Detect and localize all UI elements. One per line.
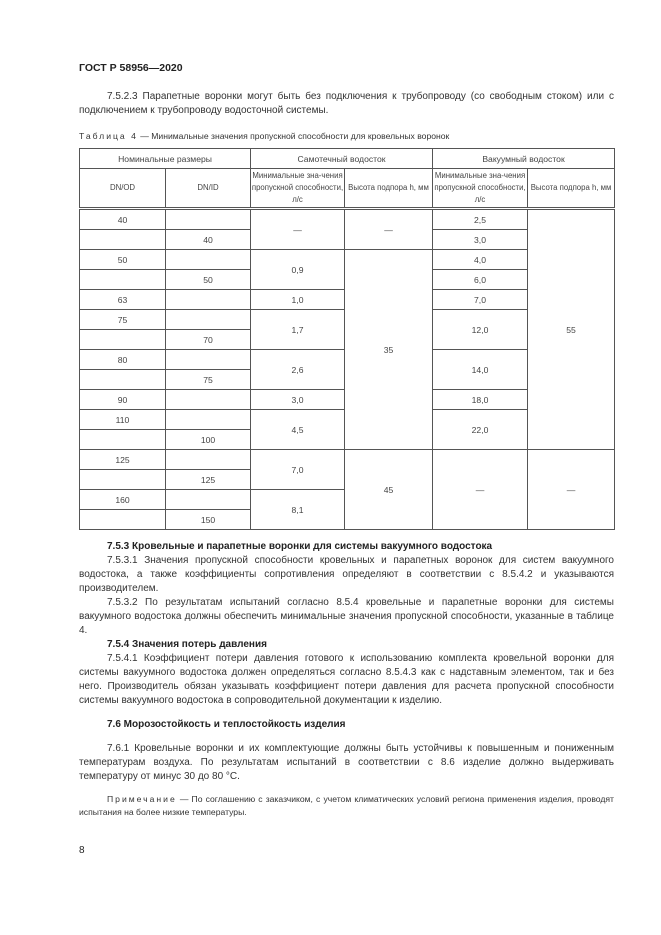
dn-id-cell bbox=[166, 450, 251, 470]
dn-od-cell: 63 bbox=[80, 290, 166, 310]
heading-76: 7.6 Морозостойкость и теплостойкость изделия bbox=[107, 719, 346, 730]
vacuum-flow-cell: 7,0 bbox=[433, 290, 528, 310]
col-header: Минимальные зна-чения пропускной способности, л/с bbox=[251, 169, 345, 209]
gravity-flow-cell: 2,6 bbox=[251, 350, 345, 390]
section-7523 bbox=[79, 90, 614, 118]
page-number: 8 bbox=[79, 845, 85, 856]
gravity-flow-cell: 7,0 bbox=[251, 450, 345, 490]
dn-od-cell bbox=[80, 470, 166, 490]
dn-od-cell bbox=[80, 370, 166, 390]
vacuum-flow-cell: 6,0 bbox=[433, 270, 528, 290]
dn-id-cell bbox=[166, 290, 251, 310]
dn-od-cell: 50 bbox=[80, 250, 166, 270]
vacuum-height-cell: — bbox=[528, 450, 615, 530]
body-text bbox=[79, 540, 614, 819]
heading-754: 7.5.4 Значения потерь давления bbox=[107, 639, 267, 650]
vacuum-flow-cell: 12,0 bbox=[433, 310, 528, 350]
paragraph: 7.5.3.1 Значения пропускной способности кровельных и парапетных воронок для систем вакуумного водостока, а также коэффициенты сопротивления определяют в соответствии с 8.5.4.2 и указываются производителем. bbox=[79, 555, 614, 594]
col-header: DN/OD bbox=[80, 169, 166, 209]
col-header: Минимальные зна-чения пропускной способности, л/с bbox=[433, 169, 528, 209]
group-header: Самотечный водосток bbox=[251, 149, 433, 169]
dn-id-cell: 40 bbox=[166, 230, 251, 250]
gravity-height-cell: 35 bbox=[345, 250, 433, 450]
dn-od-cell: 80 bbox=[80, 350, 166, 370]
col-header: Высота подпора h, мм bbox=[345, 169, 433, 209]
dn-id-cell: 150 bbox=[166, 510, 251, 530]
dn-od-cell: 90 bbox=[80, 390, 166, 410]
dn-id-cell: 70 bbox=[166, 330, 251, 350]
paragraph: 7.5.3.2 По результатам испытаний согласно 8.5.4 кровельные и парапетные воронки для системы вакуумного водостока должны обеспечить минимальные значения пропускной способности, указанные в таблице 4. bbox=[79, 597, 614, 636]
gravity-flow-cell: — bbox=[251, 209, 345, 250]
col-header: DN/ID bbox=[166, 169, 251, 209]
gravity-height-cell: — bbox=[345, 209, 433, 250]
dn-od-cell bbox=[80, 270, 166, 290]
table-row bbox=[80, 450, 615, 470]
table-title: — Минимальные значения пропускной способности для кровельных воронок bbox=[137, 131, 450, 141]
gravity-flow-cell: 4,5 bbox=[251, 410, 345, 450]
note bbox=[79, 793, 614, 819]
dn-od-cell bbox=[80, 510, 166, 530]
dn-id-cell: 100 bbox=[166, 430, 251, 450]
group-header: Номинальные размеры bbox=[80, 149, 251, 169]
vacuum-flow-cell: 18,0 bbox=[433, 390, 528, 410]
heading-753: 7.5.3 Кровельные и парапетные воронки для системы вакуумного водостока bbox=[107, 541, 493, 552]
vacuum-flow-cell: 14,0 bbox=[433, 350, 528, 390]
dn-id-cell bbox=[166, 310, 251, 330]
vacuum-height-cell: 55 bbox=[528, 209, 615, 450]
dn-id-cell bbox=[166, 209, 251, 230]
gravity-flow-cell: 1,0 bbox=[251, 290, 345, 310]
table-number: Таблица 4 bbox=[79, 131, 138, 141]
gravity-flow-cell: 3,0 bbox=[251, 390, 345, 410]
dn-od-cell bbox=[80, 330, 166, 350]
dn-od-cell: 75 bbox=[80, 310, 166, 330]
vacuum-flow-cell: 2,5 bbox=[433, 209, 528, 230]
vacuum-flow-cell: — bbox=[433, 450, 528, 530]
gravity-flow-cell: 0,9 bbox=[251, 250, 345, 290]
paragraph: 7.6.1 Кровельные воронки и их комплектующие должны быть устойчивы к повышенным и пониженным температурам воздуха. По результатам испытаний в соответствии с 8.6 изделие должно выдерживать температуру от минус 30 до 80 °С. bbox=[79, 743, 614, 782]
dn-od-cell: 110 bbox=[80, 410, 166, 430]
vacuum-flow-cell: 3,0 bbox=[433, 230, 528, 250]
gravity-flow-cell: 1,7 bbox=[251, 310, 345, 350]
note-text: — По соглашению с заказчиком, с учетом климатических условий региона применения изделия, проводят испытания на более низкие температуры. bbox=[79, 794, 614, 817]
group-header: Вакуумный водосток bbox=[433, 149, 615, 169]
dn-id-cell bbox=[166, 250, 251, 270]
dn-id-cell: 125 bbox=[166, 470, 251, 490]
dn-od-cell: 40 bbox=[80, 209, 166, 230]
vacuum-flow-cell: 22,0 bbox=[433, 410, 528, 450]
dn-od-cell bbox=[80, 430, 166, 450]
document-header: ГОСТ Р 58956—2020 bbox=[79, 62, 183, 74]
dn-id-cell bbox=[166, 410, 251, 430]
table-caption bbox=[79, 131, 449, 141]
table-row bbox=[80, 209, 615, 230]
dn-id-cell bbox=[166, 490, 251, 510]
dn-od-cell bbox=[80, 230, 166, 250]
vacuum-flow-cell: 4,0 bbox=[433, 250, 528, 270]
col-header: Высота подпора h, мм bbox=[528, 169, 615, 209]
dn-id-cell bbox=[166, 350, 251, 370]
note-label: Примечание bbox=[107, 794, 177, 804]
gravity-flow-cell: 8,1 bbox=[251, 490, 345, 530]
paragraph: 7.5.2.3 Парапетные воронки могут быть без подключения к трубопроводу (со свободным стоком) или с подключением к трубопроводу водосточной системы. bbox=[79, 91, 614, 116]
dn-id-cell bbox=[166, 390, 251, 410]
dn-id-cell: 75 bbox=[166, 370, 251, 390]
gravity-height-cell: 45 bbox=[345, 450, 433, 530]
dn-od-cell: 125 bbox=[80, 450, 166, 470]
dn-od-cell: 160 bbox=[80, 490, 166, 510]
capacity-table bbox=[79, 148, 615, 530]
paragraph: 7.5.4.1 Коэффициент потери давления готового к использованию комплекта кровельной воронки для системы вакуумного водостока должен определяться согласно 8.5.4.3 как с надставным элементом, так и без него. Производитель обязан указывать коэффициент потери давления для расчета пропускной способности системы вакуумного водостока в сопроводительной документации к изделию. bbox=[79, 653, 614, 706]
dn-id-cell: 50 bbox=[166, 270, 251, 290]
